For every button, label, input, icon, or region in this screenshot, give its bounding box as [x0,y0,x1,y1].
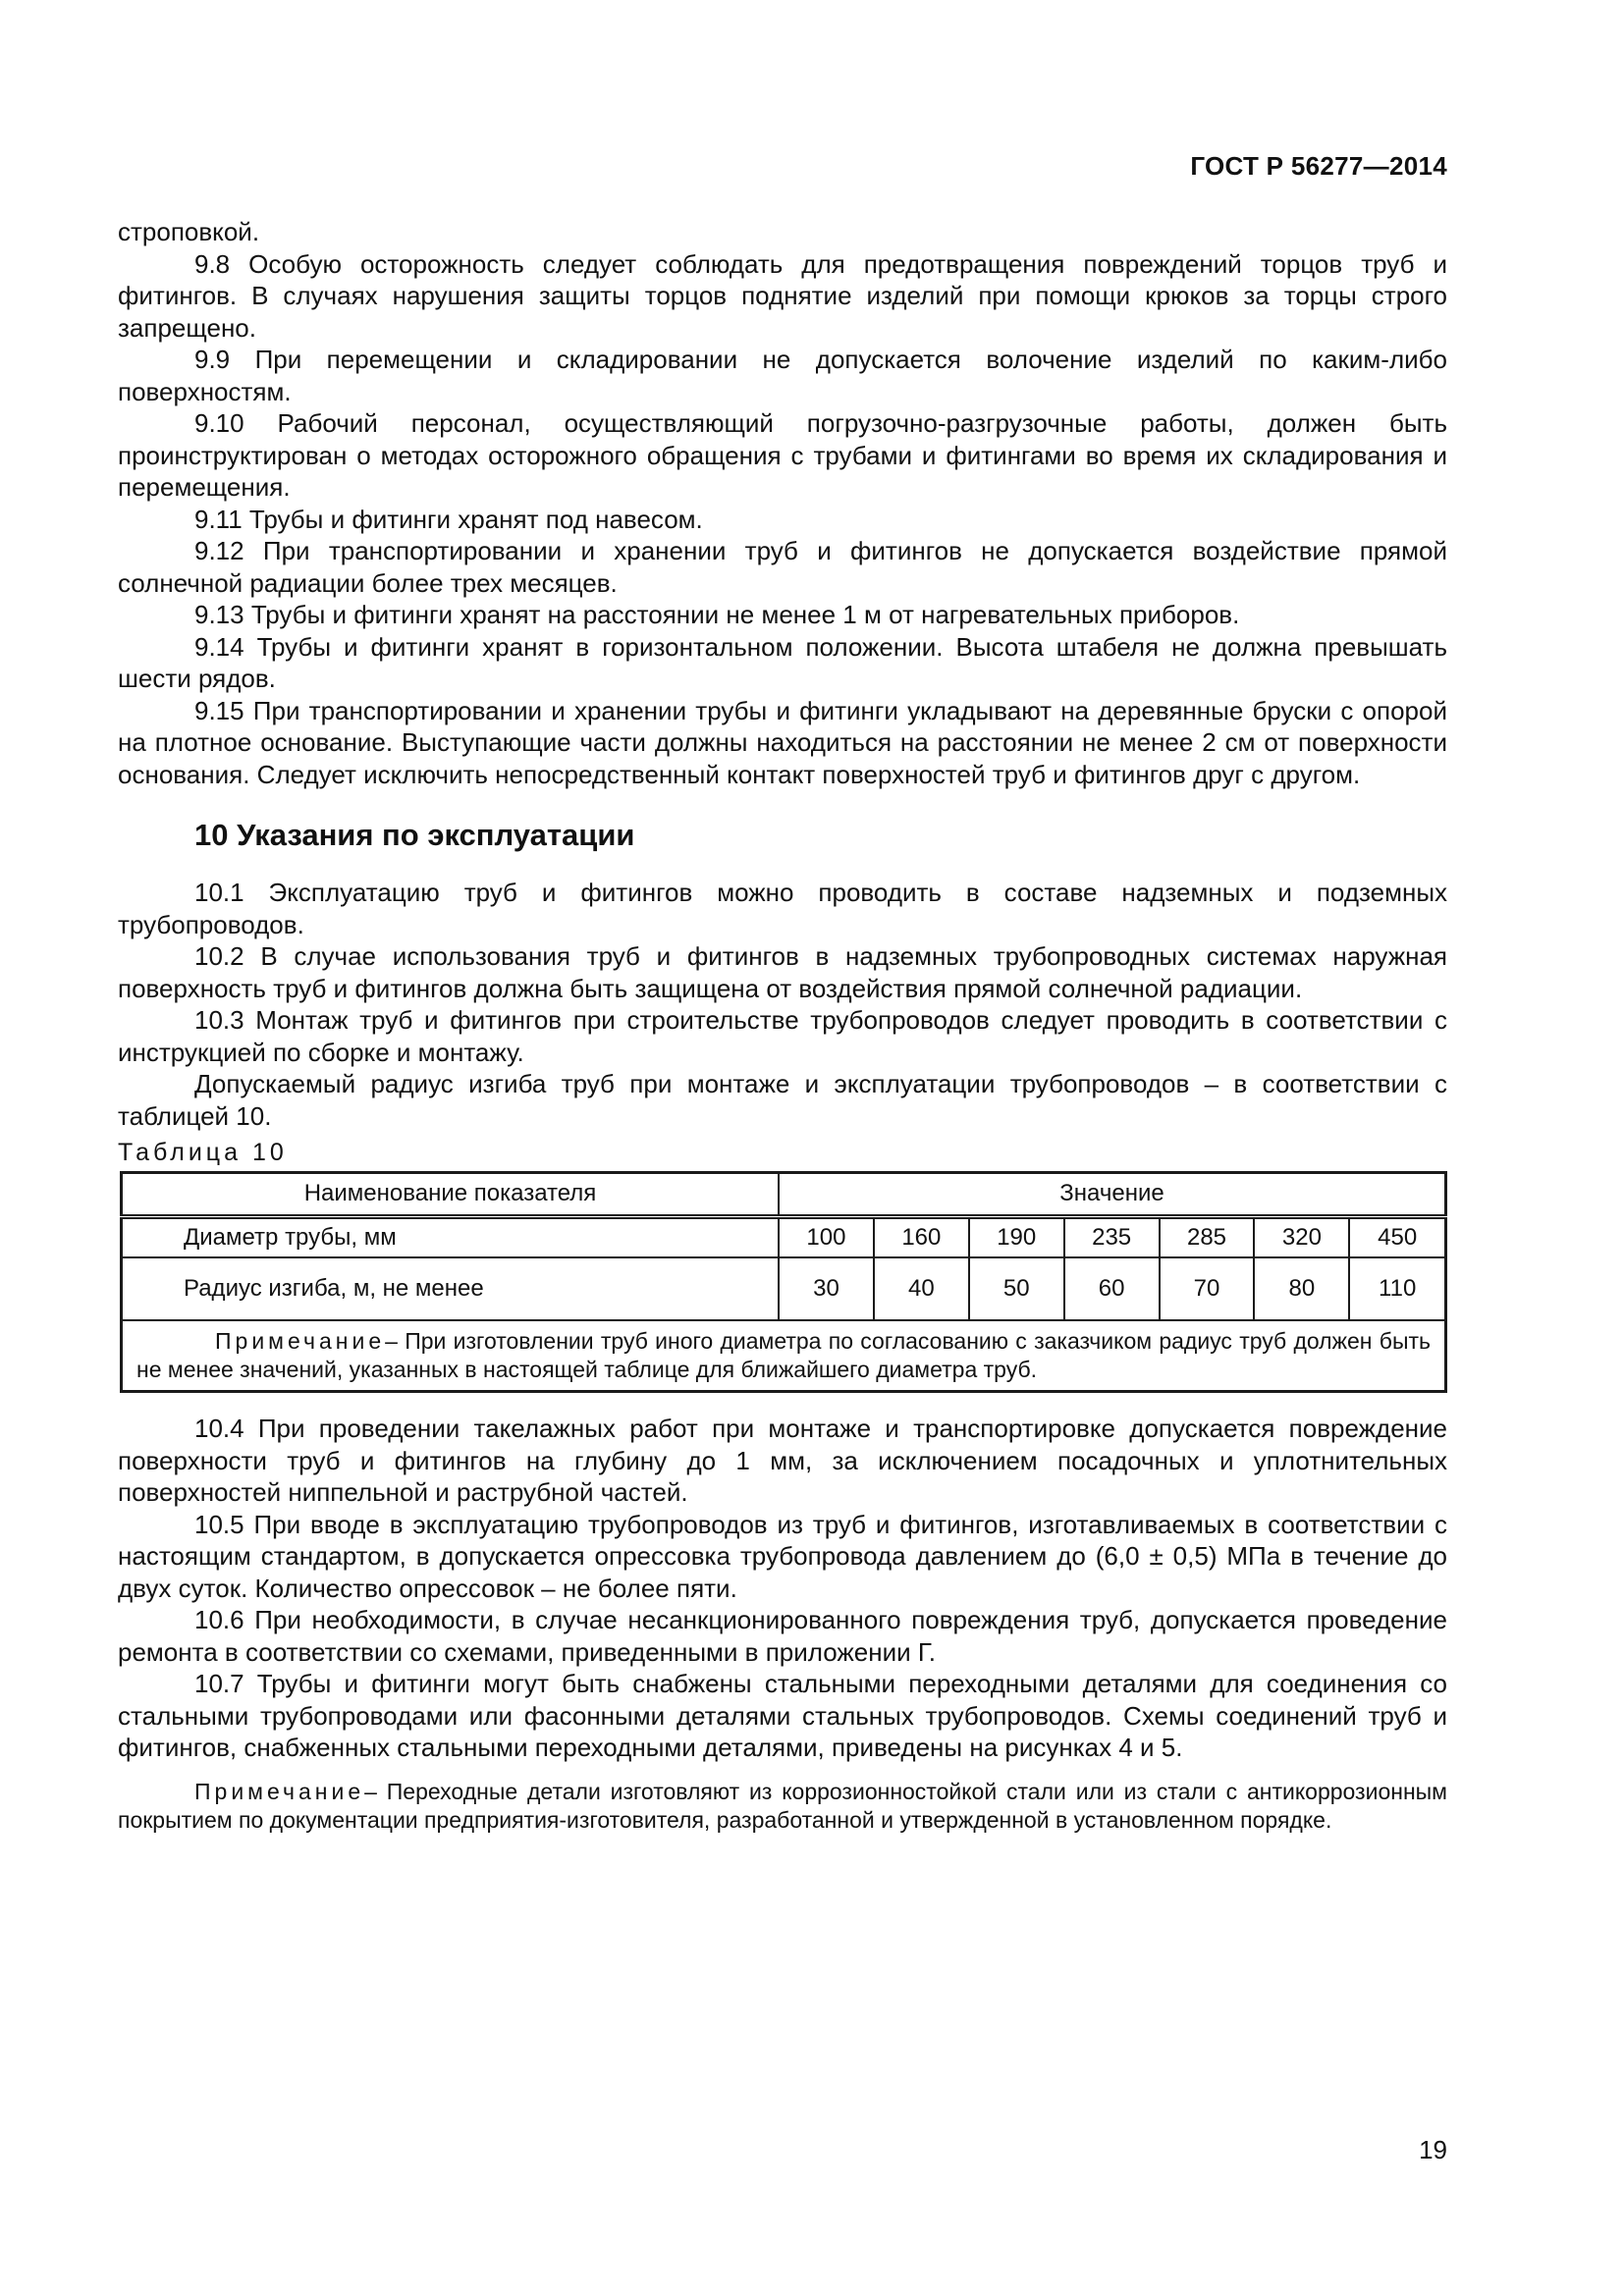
table-cell: 190 [969,1217,1064,1258]
header-value-cell: Значение [779,1173,1446,1217]
clause-10-5: 10.5 При вводе в эксплуатацию трубопроводов из труб и фитингов, изготавливаемых в соответствии с настоящим стандартом, в допускается опрессовка трубопровода давлением до (6,0 ± 0,5) МПа в течение до двух суток. Количество опрессовок – не более пяти. [118,1509,1447,1603]
clause-10-4: 10.4 При проведении такелажных работ при монтаже и транспортировке допускается повреждение поверхности труб и фитингов на глубину до 1 мм, за исключением посадочных и уплотнительных поверхностей ниппельной и раструбной частей. [118,1414,1447,1507]
continuation-text: строповкой. [118,217,260,246]
table-cell: 80 [1254,1257,1349,1320]
table-cell: 160 [874,1217,969,1258]
table-row [122,1217,1446,1258]
table-row [122,1257,1446,1320]
section-10-heading: 10 Указания по эксплуатации [194,818,635,852]
table-cell: 320 [1254,1217,1349,1258]
table-note-text: – При изготовлении труб иного диаметра по согласованию с заказчиком радиус труб должен быть не менее значений, указанных в настоящей таблице для ближайшего диаметра труб. [136,1328,1431,1382]
table-header-row [122,1173,1446,1217]
clause-10-3: 10.3 Монтаж труб и фитингов при строительстве трубопроводов следует проводить в соответствии с инструкцией по сборке и монтажу. [118,1005,1447,1067]
table-cell: 30 [779,1257,874,1320]
final-note-label: Примечание [194,1778,365,1804]
document-code-header: ГОСТ Р 56277—2014 [1190,151,1447,181]
bend-radius-table [120,1171,1447,1393]
table-note-row [122,1320,1446,1392]
clause-10-7: 10.7 Трубы и фитинги могут быть снабжены стальными переходными деталями для соединения со стальными трубопроводами или фасонными деталями стальных трубопроводов. Схемы соединений труб и фитингов, снабженных стальными переходными деталями, приведены на рисунках 4 и 5. [118,1669,1447,1762]
clause-10-1: 10.1 Эксплуатацию труб и фитингов можно проводить в составе надземных и подземных трубопроводов. [118,878,1447,939]
table-caption: Таблица 10 [118,1139,288,1166]
table-cell: 100 [779,1217,874,1258]
table-note-label: Примечание [215,1328,386,1354]
table-cell: 285 [1160,1217,1255,1258]
clause-9-8: 9.8 Особую осторожность следует соблюдать для предотвращения повреждений торцов труб и фитингов. В случаях нарушения защиты торцов поднятие изделий при помощи крюков за торцы строго запрещено. [118,248,1447,343]
table-cell: 50 [969,1257,1064,1320]
final-note [118,1778,1447,1835]
clause-9-13: 9.13 Трубы и фитинги хранят на расстоянии не менее 1 м от нагревательных приборов. [194,600,1240,629]
final-note-text: – Переходные детали изготовляют из коррозионностойкой стали или из стали с антикоррозионным покрытием по документации предприятия-изготовителя, разработанной и утвержденной в установленном порядке. [118,1778,1447,1833]
table-note [122,1320,1446,1392]
clause-9-11: 9.11 Трубы и фитинги хранят под навесом. [194,504,703,534]
after-table-block [118,1413,1447,1764]
header-parameter-cell: Наименование показателя [122,1173,780,1217]
clause-10-2: 10.2 В случае использования труб и фитингов в надземных трубопроводных системах наружная поверхность труб и фитингов должна быть защищена от воздействия прямой солнечной радиации. [118,941,1447,1003]
table-cell: 70 [1160,1257,1255,1320]
clause-9-15: 9.15 При транспортировании и хранении трубы и фитинги укладывают на деревянные бруски с опорой на плотное основание. Выступающие части должны находиться на расстоянии не менее 2 см от поверхности основания. Следует исключить непосредственный контакт поверхностей труб и фитингов друг с другом. [118,695,1447,789]
clause-9-10: 9.10 Рабочий персонал, осуществляющий погрузочно-разгрузочные работы, должен быть проинструктирован о методах осторожного обращения с трубами и фитингами во время их складирования и перемещения. [118,408,1447,502]
row-label: Диаметр трубы, мм [122,1217,780,1258]
table-cell: 450 [1349,1217,1445,1258]
clause-10-6: 10.6 При необходимости, в случае несанкционированного повреждения труб, допускается проведение ремонта в соответствии со схемами, приведенными в приложении Г. [118,1605,1447,1667]
table-cell: 235 [1064,1217,1160,1258]
bend-radius-intro: Допускаемый радиус изгиба труб при монтаже и эксплуатации трубопроводов – в соответствии с таблицей 10. [118,1069,1447,1131]
row-label: Радиус изгиба, м, не менее [122,1257,780,1320]
page-number: 19 [1419,2135,1447,2164]
clause-9-12: 9.12 При транспортировании и хранении труб и фитингов не допускается воздействие прямой солнечной радиации более трех месяцев. [118,536,1447,598]
body-text [118,216,1447,1835]
table-cell: 60 [1064,1257,1160,1320]
table-cell: 110 [1349,1257,1445,1320]
clause-9-9: 9.9 При перемещении и складировании не допускается волочение изделий по каким-либо поверхностям. [118,345,1447,406]
clause-9-14: 9.14 Трубы и фитинги хранят в горизонтальном положении. Высота штабеля не должна превышать шести рядов. [118,631,1447,693]
table-cell: 40 [874,1257,969,1320]
